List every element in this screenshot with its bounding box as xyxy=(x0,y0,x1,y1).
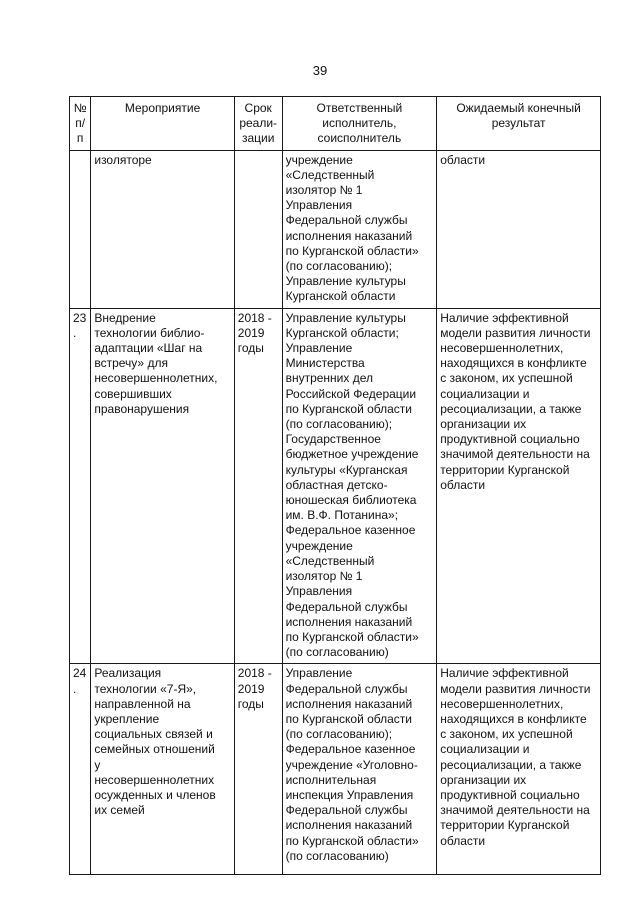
table-header-row xyxy=(70,97,601,151)
row-result: Наличие эффективной модели развития личности несовершеннолетних, находящихся в конфликте с законом, их успешной социализации и ресоциализации, а также организации их продуктивной социально значимой деятельности на территории Курганской области xyxy=(437,308,601,664)
page-number: 39 xyxy=(312,63,328,78)
header-number: № п/п xyxy=(70,97,91,151)
row-responsible: учреждение «Следственный изолятор № 1 Управления Федеральной службы исполнения наказаний по Курганской области» (по согласованию); Управление культуры Курганской области xyxy=(282,150,437,308)
row-event: изоляторе xyxy=(91,150,234,308)
row-event: Внедрение технологии библио- адаптации «Шаг на встречу» для несовершеннолетних, совершивших правонарушения xyxy=(91,308,234,664)
row-number xyxy=(70,150,91,308)
header-term: Срок реали- зации xyxy=(234,97,282,151)
row-term: 2018 - 2019 годы xyxy=(234,664,282,875)
row-term xyxy=(234,150,282,308)
row-number: 24. xyxy=(70,664,91,875)
measures-table xyxy=(69,96,601,875)
row-term: 2018 - 2019 годы xyxy=(234,308,282,664)
row-event: Реализация технологии «7-Я», направленной на укрепление социальных связей и семейных отношений у несовершеннолетних осужденных и членов их семей xyxy=(91,664,234,875)
row-number: 23. xyxy=(70,308,91,664)
header-event: Мероприятие xyxy=(91,97,234,151)
row-result: Наличие эффективной модели развития личности несовершеннолетних, находящихся в конфликте с законом, их успешной социализации и ресоциализации, а также организации их продуктивной социально значимой деятельности на территории Курганской области xyxy=(437,664,601,875)
row-result: области xyxy=(437,150,601,308)
row-responsible: Управление культуры Курганской области; Управление Министерства внутренних дел Российской Федерации по Курганской области (по согласованию); Государственное бюджетное учреждение культуры «Курганская областная детско- юношеская библиотека им. В.Ф. Потанина»; Федеральное казенное учреждение «Следственный изолятор № 1 Управления Федеральной службы исполнения наказаний по Курганской области» (по согласованию) xyxy=(282,308,437,664)
header-result: Ожидаемый конечный результат xyxy=(437,97,601,151)
table-row xyxy=(70,150,601,308)
header-responsible: Ответственный исполнитель, соисполнитель xyxy=(282,97,437,151)
row-responsible: Управление Федеральной службы исполнения наказаний по Курганской области (по согласованию); Федеральное казенное учреждение «Уголовно- исполнительная инспекция Управления Федеральной службы исполнения наказаний по Курганской области» (по согласованию) xyxy=(282,664,437,875)
table-row xyxy=(70,664,601,875)
table-row xyxy=(70,308,601,664)
